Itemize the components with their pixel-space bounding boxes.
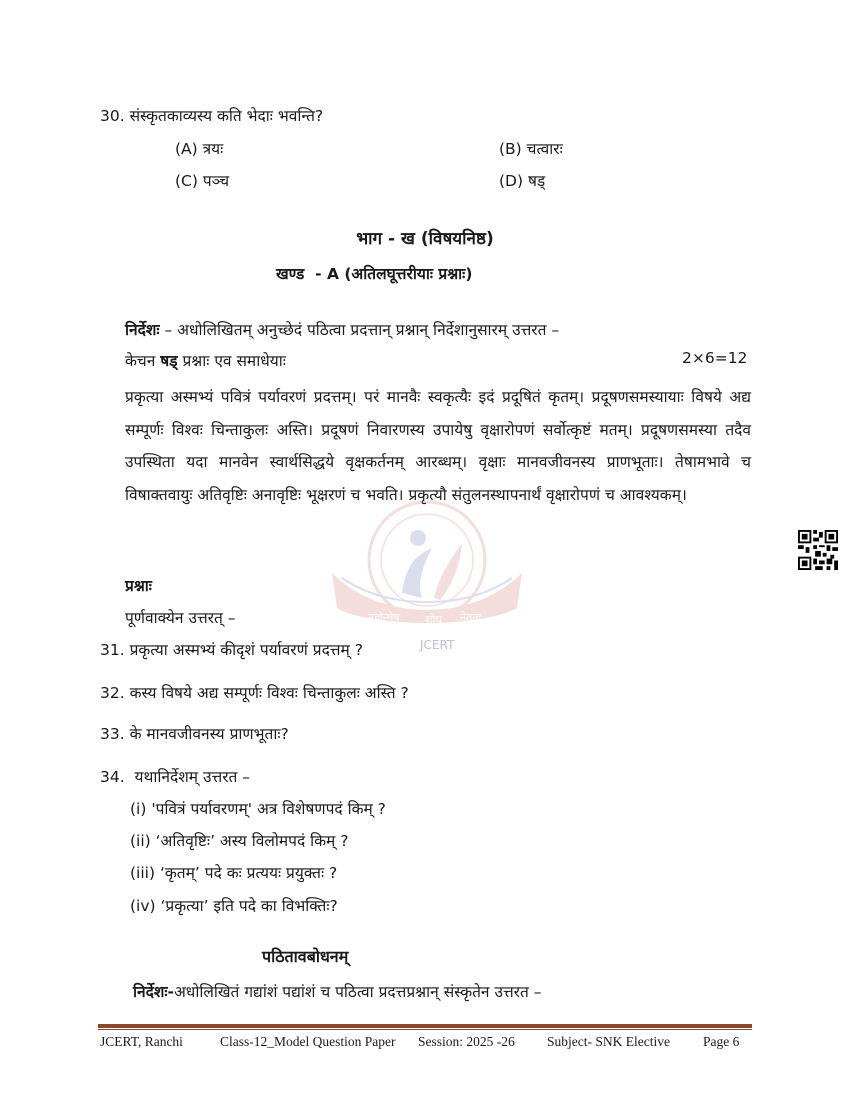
question-31: 31. प्रकृत्या अस्मभ्यं कीदृशं पर्यावरणं प्रदत्तम् ? [100,641,363,659]
passage-text: प्रकृत्या अस्मभ्यं पवित्रं पर्यावरणं प्रदत्तम्। परं मानवैः स्वकृत्यैः इदं प्रदूषितं कृतम्। प्रदूषणसमस्यायाः विषये अद्य सम्पूर्णः विश्वः चिन्ताकुलः अस्ति। प्रदूषणं निवारणस्य उपायेषु वृक्षारोपणं सर्वोत्कृष्टं मतम्। प्रदूषणसमस्या तदैव उपस्थिता यदा मानवेन स्वार्थसिद्धये वृक्षकर्तनम् आरब्धम्। वृक्षाः मानवजीवनस्य प्राणभूताः। तेषामभावे च विषाक्तवायुः अतिवृष्टिः अनावृष्टिः भूक्षरणं च भवति। प्रकृत्यौ संतुलनस्थापनार्थं वृक्षारोपणं च आवश्यकम्। [125,388,751,504]
question-33: 33. के मानवजीवनस्य प्राणभूताः? [100,725,289,743]
instruction-text: – अधोलिखितम् अनुच्छेदं पठित्वा प्रदत्तान् प्रश्नान् निर्देशानुसारम् उत्तरत – [159,321,560,339]
section-title: भाग - ख (विषयनिष्ठ) [356,229,494,249]
watermark-text-4: JCERT [420,638,455,652]
instruction-line2-post: प्रश्नाः एव समाधेयाः [177,352,286,370]
footer-class: Class-12_Model Question Paper [220,1034,396,1049]
subquestion-iv: (iv) ‘प्रकृत्या’ इति पदे का विभक्तिः? [130,897,338,915]
watermark-text-2: शोध [425,613,443,626]
subquestion-iii: (iii) ‘कृतम्’ पदे कः प्रत्ययः प्रयुक्तः ? [130,864,338,882]
option-c: (C) पञ्च [175,172,230,190]
option-b: (B) चत्वारः [499,140,563,158]
marks-label: 2×6=12 [682,349,748,367]
footer-session: Session: 2025 -26 [418,1034,515,1049]
option-a: (A) त्रयः [175,140,224,158]
watermark-text-3: नेतृत्व [460,611,482,624]
purna-label: पूर्णवाक्येन उत्तरत् – [125,609,236,627]
footer-subject: Subject- SNK Elective [547,1034,670,1049]
subquestion-i: (i) 'पवित्रं पर्यावरणम्' अत्र विशेषणपदं किम् ? [130,800,386,818]
instruction-2-line [133,980,542,1002]
qr-code-icon [798,530,838,570]
question-30: 30. संस्कृतकाव्यस्य कति भेदाः भवन्ति? [100,107,324,125]
pathita-title: पठितावबोधनम् [262,947,349,966]
section-subtitle: खण्ड - A (अतिलघूत्तरीयाः प्रश्नाः) [276,265,473,283]
subquestion-ii: (ii) ‘अतिवृष्टिः’ अस्य विलोमपदं किम् ? [130,832,349,850]
instruction-label: निर्देशः [125,321,160,339]
footer-rule-thick [98,1024,752,1028]
watermark-text-1: नवोन्मेष [368,611,400,624]
instruction-2-label: निर्देशः- [133,983,174,1001]
footer-rule-thin [98,1029,752,1030]
instruction-line [125,318,559,340]
instruction-line2-pre: केचन [125,352,161,370]
jcert-watermark-logo [322,498,532,650]
question-34: 34. यथानिर्देशम् उत्तरत – [100,768,251,786]
instruction-2-text: अधोलिखितं गद्यांशं पद्यांशं च पठित्वा प्रदत्तप्रश्नान् संस्कृतेन उत्तरत – [173,983,542,1001]
option-d: (D) षड् [499,172,546,190]
instruction-line-2 [125,349,286,371]
footer-org: JCERT, Ranchi [100,1034,183,1049]
question-32: 32. कस्य विषये अद्य सम्पूर्णः विश्वः चिन्ताकुलः अस्ति ? [100,684,409,702]
instruction-line2-bold: षड् [160,352,178,370]
footer-page: Page 6 [703,1034,740,1049]
questions-label: प्रश्नाः [125,577,152,595]
